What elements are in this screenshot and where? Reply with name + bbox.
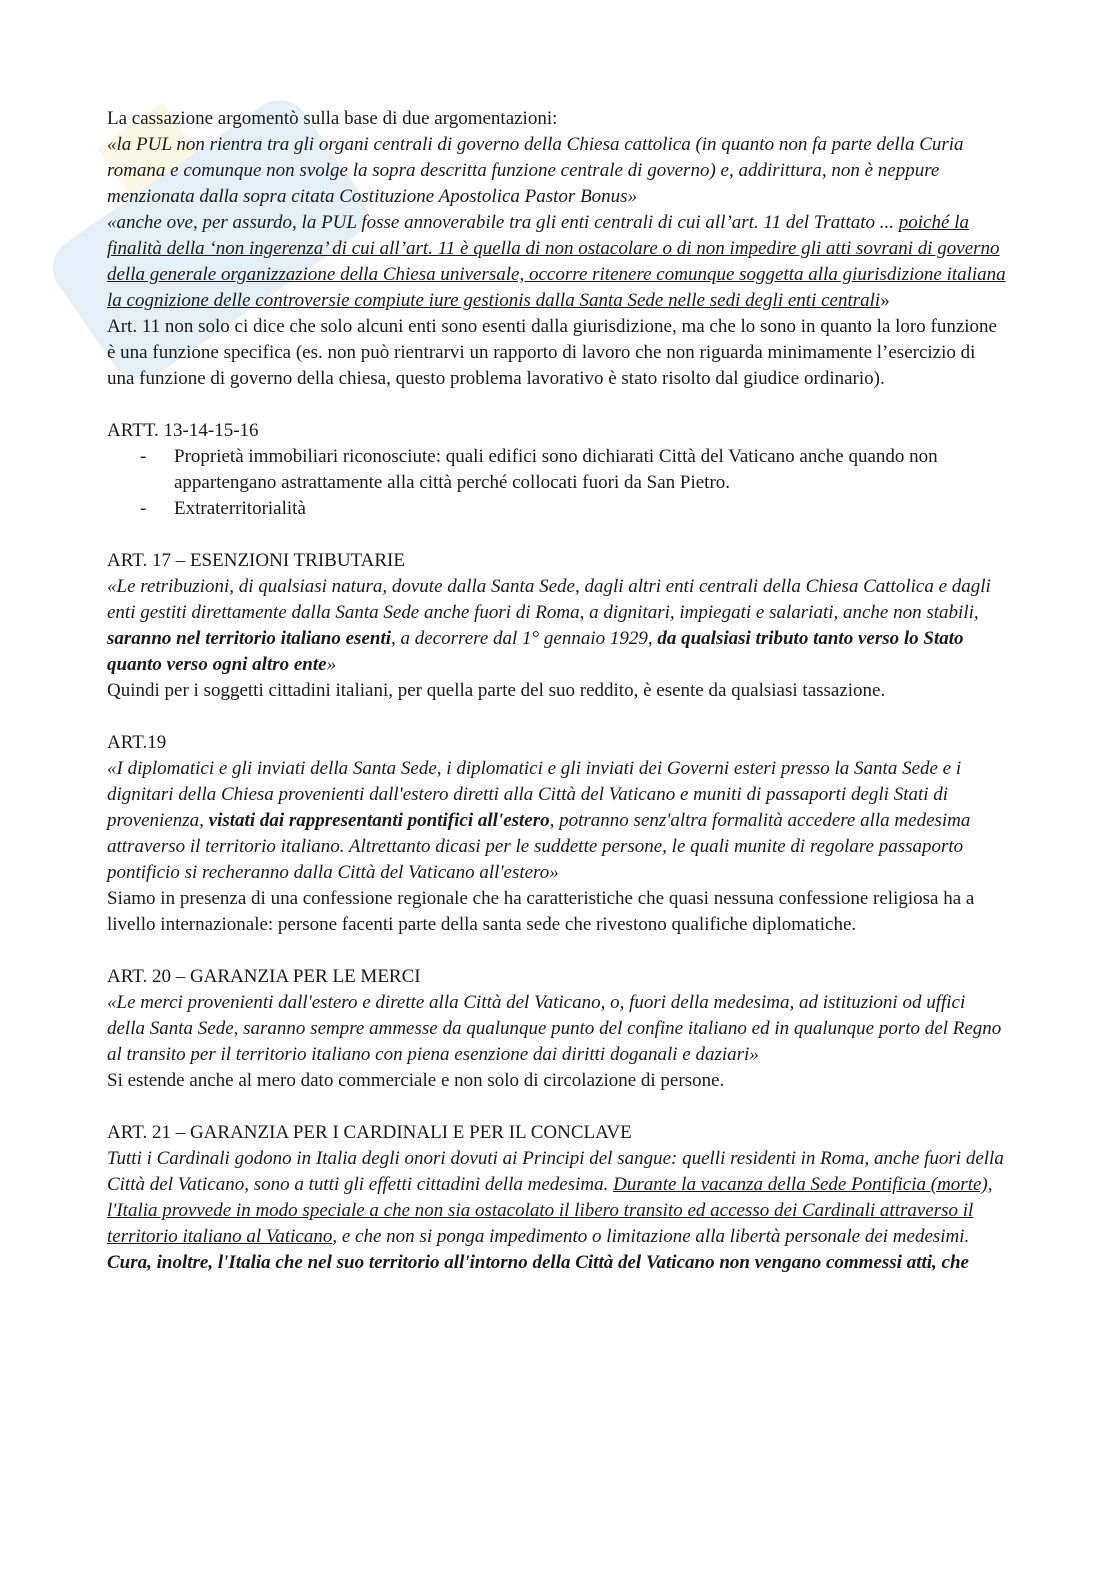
art19-quote [107,756,1007,886]
list-item [107,444,1007,496]
art21-quote-underlined: Durante la vacanza della Sede Pontificia (morte), l'Italia provvede in modo speciale a che non sia ostacolato il libero transito ed accesso dei Cardinali attraverso il territorio italiano al Vaticano [107,1174,993,1247]
art17-quote-e: » [326,654,337,675]
intro-quote-1: «la PUL non rientra tra gli organi centrali di governo della Chiesa cattolica (in quanto non fa parte della Curia romana e comunque non svolge la sopra descritta funzione centrale di governo) e, addirittura, non è neppure menzionata dalla sopra citata Costituzione Apostolica Pastor Bonus» [107,134,964,207]
art19-heading: ART.19 [107,732,167,753]
art20-quote: «Le merci provenienti dall'estero e dirette alla Città del Vaticano, o, fuori della medesima, ad istituzioni od uffici della Santa Sede, saranno sempre ammesse da qualunque punto del confine italiano ed in qualunque porto del Regno al transito per il territorio italiano con piena esenzione dai diritti doganali e daziari» [107,992,1002,1065]
list-item [107,496,1007,522]
intro-quote-2 [107,210,1007,314]
intro-quote-2-start: «anche ove, per assurdo, la PUL fosse annoverabile tra gli enti centrali di cui all’art. 11 del Trattato ... [107,212,899,233]
intro-quote-2-end: » [880,290,890,311]
art21-quote [107,1146,1007,1276]
art19-quote-bold: vistati dai rappresentanti pontifici all'estero [208,810,550,831]
art17-heading: ART. 17 – ESENZIONI TRIBUTARIE [107,550,405,571]
art19-quote-c: , potranno senz'altra formalità accedere alla medesima attraverso il territorio italiano. Altrettanto dicasi per le suddette persone, le quali munite di regolare passaporto pontificio si recheranno dalla Città del Vaticano all'estero» [107,810,971,883]
art21-quote-a: Tutti i Cardinali godono in Italia degli onori dovuti ai Principi del sangue: quelli residenti in Roma, anche fuori della Città del Vaticano, sono a tutti gli effetti cittadini della medesima. [107,1148,1004,1195]
intro-line: La cassazione argomentò sulla base di due argomentazioni: [107,108,558,129]
artt13-list [107,444,1007,522]
art19-body: Siamo in presenza di una confessione regionale che ha caratteristiche che quasi nessuna confessione religiosa ha a livello internazionale: persone facenti parte della santa sede che rivestono qualifiche diplomatiche. [107,888,975,935]
art17-quote-c: , a decorrere dal 1° gennaio 1929, [391,628,658,649]
art21-quote-bold: Cura, inoltre, l'Italia che nel suo territorio all'intorno della Città del Vaticano non vengano commessi atti, che [107,1252,969,1273]
art17-quote-bold-2: da qualsiasi tributo tanto verso lo Stato quanto verso ogni altro ente [107,628,964,675]
art17-quote-a: «Le retribuzioni, di qualsiasi natura, dovute dalla Santa Sede, dagli altri enti centrali della Chiesa Cattolica e dagli enti gestiti direttamente dalla Santa Sede anche fuori di Roma, a dignitari, impiegati e salariati, anche non stabili, [107,576,991,623]
list-item-text: Extraterritorialità [174,498,306,519]
art20-heading: ART. 20 – GARANZIA PER LE MERCI [107,966,421,987]
bullet-dash: - [140,446,147,467]
art17-body: Quindi per i soggetti cittadini italiani, per quella parte del suo reddito, è esente da qualsiasi tassazione. [107,680,886,701]
bullet-dash: - [140,498,147,519]
intro-quote-2-underlined: poiché la finalità della ‘non ingerenza’ di cui all’art. 11 è quella di non ostacolare o di non impedire gli atti sovrani di governo della generale organizzazione della Chiesa universale, occorre ritenere comunque soggetta alla giurisdizione italiana la cognizione delle controversie compiute iure gestionis dalla Santa Sede nelle sedi degli enti centrali [107,212,1006,311]
art21-quote-c: , e che non si ponga impedimento o limitazione alla libertà personale dei medesimi. [332,1226,970,1247]
artt13-heading: ARTT. 13-14-15-16 [107,420,259,441]
list-item-text: Proprietà immobiliari riconosciute: quali edifici sono dichiarati Città del Vaticano anche quando non appartengano astrattamente alla città perché collocati fuori da San Pietro. [174,446,938,493]
art21-heading: ART. 21 – GARANZIA PER I CARDINALI E PER IL CONCLAVE [107,1122,632,1143]
art19-quote-a: «I diplomatici e gli inviati della Santa Sede, i diplomatici e gli inviati dei Governi esteri presso la Santa Sede e i dignitari della Chiesa provenienti dall'estero diretti alla Città del Vaticano e muniti di passaporti degli Stati di provenienza, [107,758,962,831]
art17-quote-bold-1: saranno nel territorio italiano esenti [107,628,391,649]
art17-quote [107,574,1007,678]
intro-body: Art. 11 non solo ci dice che solo alcuni enti sono esenti dalla giurisdizione, ma che lo sono in quanto la loro funzione è una funzione specifica (es. non può rientrarvi un rapporto di lavoro che non riguarda minimamente l’esercizio di una funzione di governo della chiesa, questo problema lavorativo è stato risolto dal giudice ordinario). [107,316,997,389]
document-page [107,106,1007,1276]
art20-body: Si estende anche al mero dato commerciale e non solo di circolazione di persone. [107,1070,725,1091]
